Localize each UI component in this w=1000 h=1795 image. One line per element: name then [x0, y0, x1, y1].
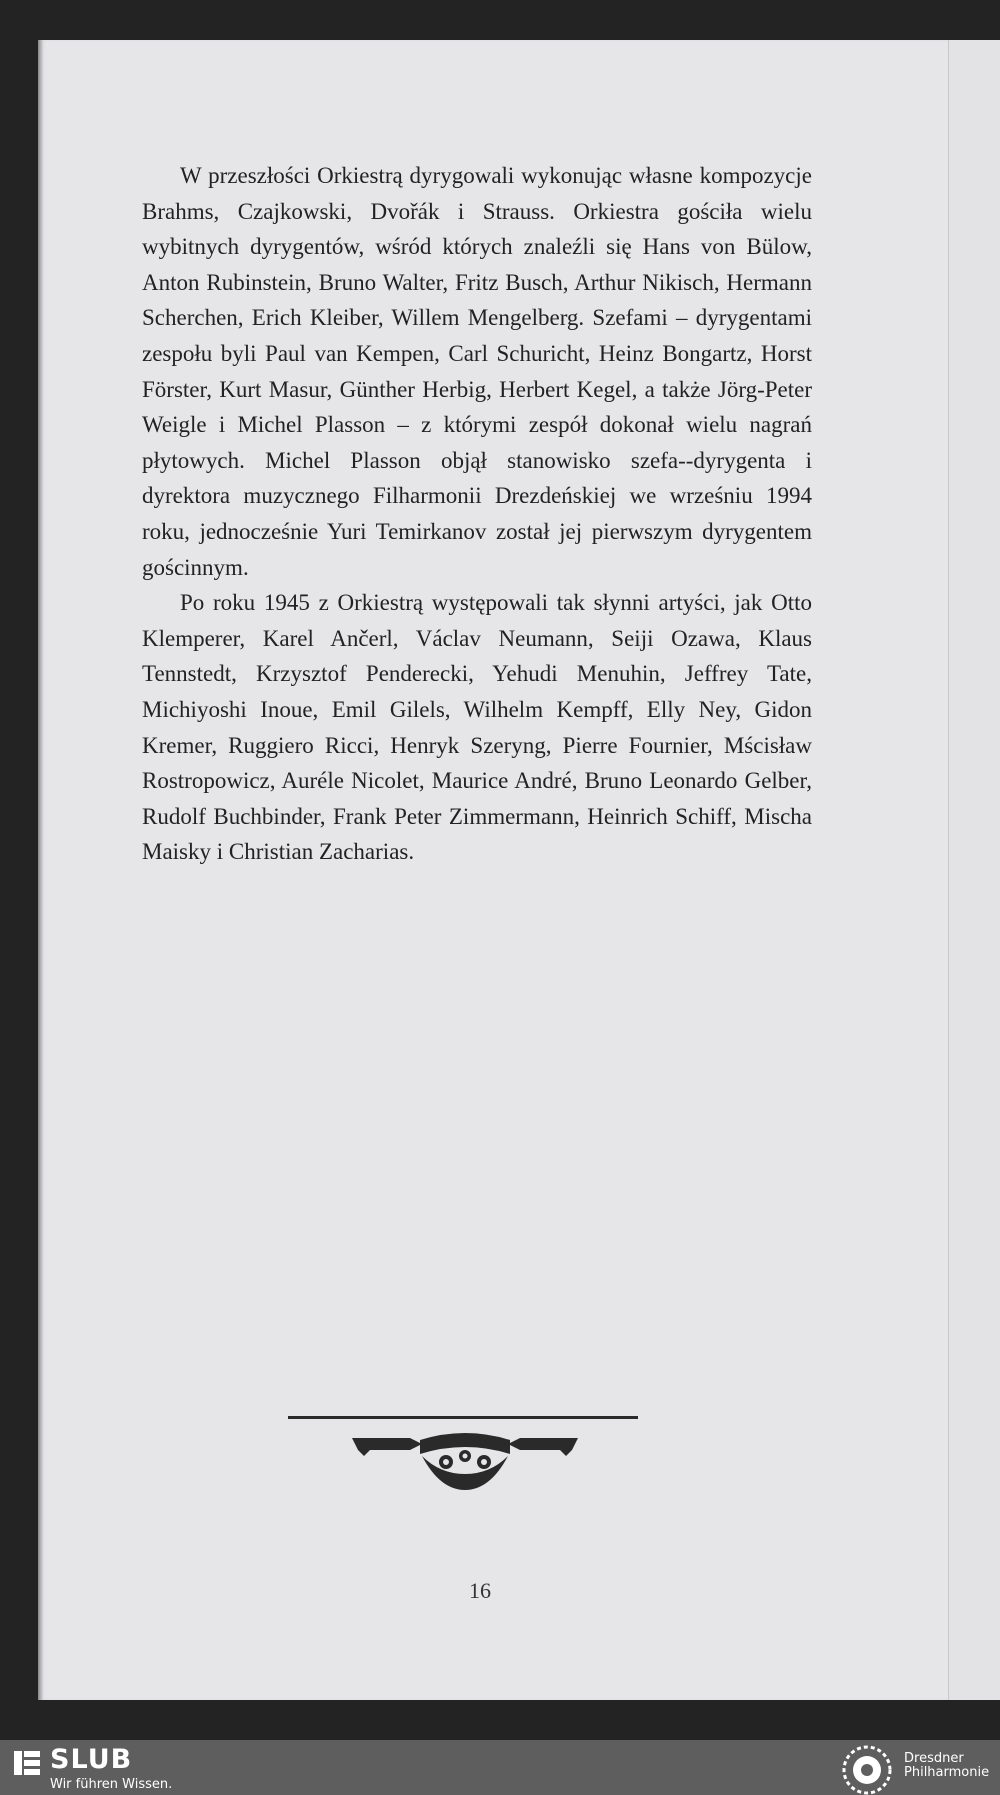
- philharmonie-logo-icon: [842, 1745, 892, 1795]
- slub-slogan: Wir führen Wissen.: [50, 1777, 173, 1792]
- ornament-icon: [350, 1430, 580, 1492]
- paragraph-artists: Po roku 1945 z Orkiestrą występowali tak słynni artyści, jak Otto Klemperer, Karel Ančerl, Václav Neumann, Seiji Ozawa, Klaus Tennstedt, Krzysztof Penderecki, Yehudi Menuhin, Jeffrey Tate, Michiyoshi Inoue, Emil Gilels, Wilhelm Kempff, Elly Ney, Gidon Kremer, Ruggiero Ricci, Henryk Szeryng, Pierre Fournier, Mścisław Rostropowicz, Auréle Nicolet, Maurice André, Bruno Leonardo Gelber, Rudolf Buchbinder, Frank Peter Zimmermann, Heinrich Schiff, Mischa Maisky i Christian Zacharias.: [142, 590, 812, 865]
- divider-rule: [288, 1416, 638, 1419]
- page-number: 16: [469, 1578, 491, 1603]
- slub-logo-icon: [14, 1751, 40, 1775]
- philharmonie-name: [904, 1752, 989, 1780]
- slub-name: SLUB: [50, 1744, 133, 1775]
- page-binding-shadow: [38, 40, 44, 1700]
- footer-bar: [0, 1740, 1000, 1795]
- body-text: [142, 158, 812, 870]
- philharmonie-line2: Philharmonie: [904, 1765, 990, 1780]
- next-page-edge: [948, 40, 1000, 1700]
- paragraph-conductors: W przeszłości Orkiestrą dyrygowali wykonując własne kompozycje Brahms, Czajkowski, Dvořák i Strauss. Orkiestra gościła wielu wybitnych dyrygentów, wśród których znaleźli się Hans von Bülow, Anton Rubinstein, Bruno Walter, Fritz Busch, Arthur Nikisch, Hermann Scherchen, Erich Kleiber, Willem Mengelberg. Szefami – dyrygentami zespołu byli Paul van Kempen, Carl Schuricht, Heinz Bongartz, Horst Förster, Kurt Masur, Günther Herbig, Herbert Kegel, a także Jörg-Peter Weigle i Michel Plasson – z którymi zespół dokonał wielu nagrań płytowych. Michel Plasson objął stanowisko szefa--dyrygenta i dyrektora muzycznego Filharmonii Drezdeńskiej we wrześniu 1994 roku, jednocześnie Yuri Temirkanov został jej pierwszym dyrygentem gościnnym.: [142, 163, 812, 580]
- philharmonie-line1: Dresdner: [904, 1751, 964, 1766]
